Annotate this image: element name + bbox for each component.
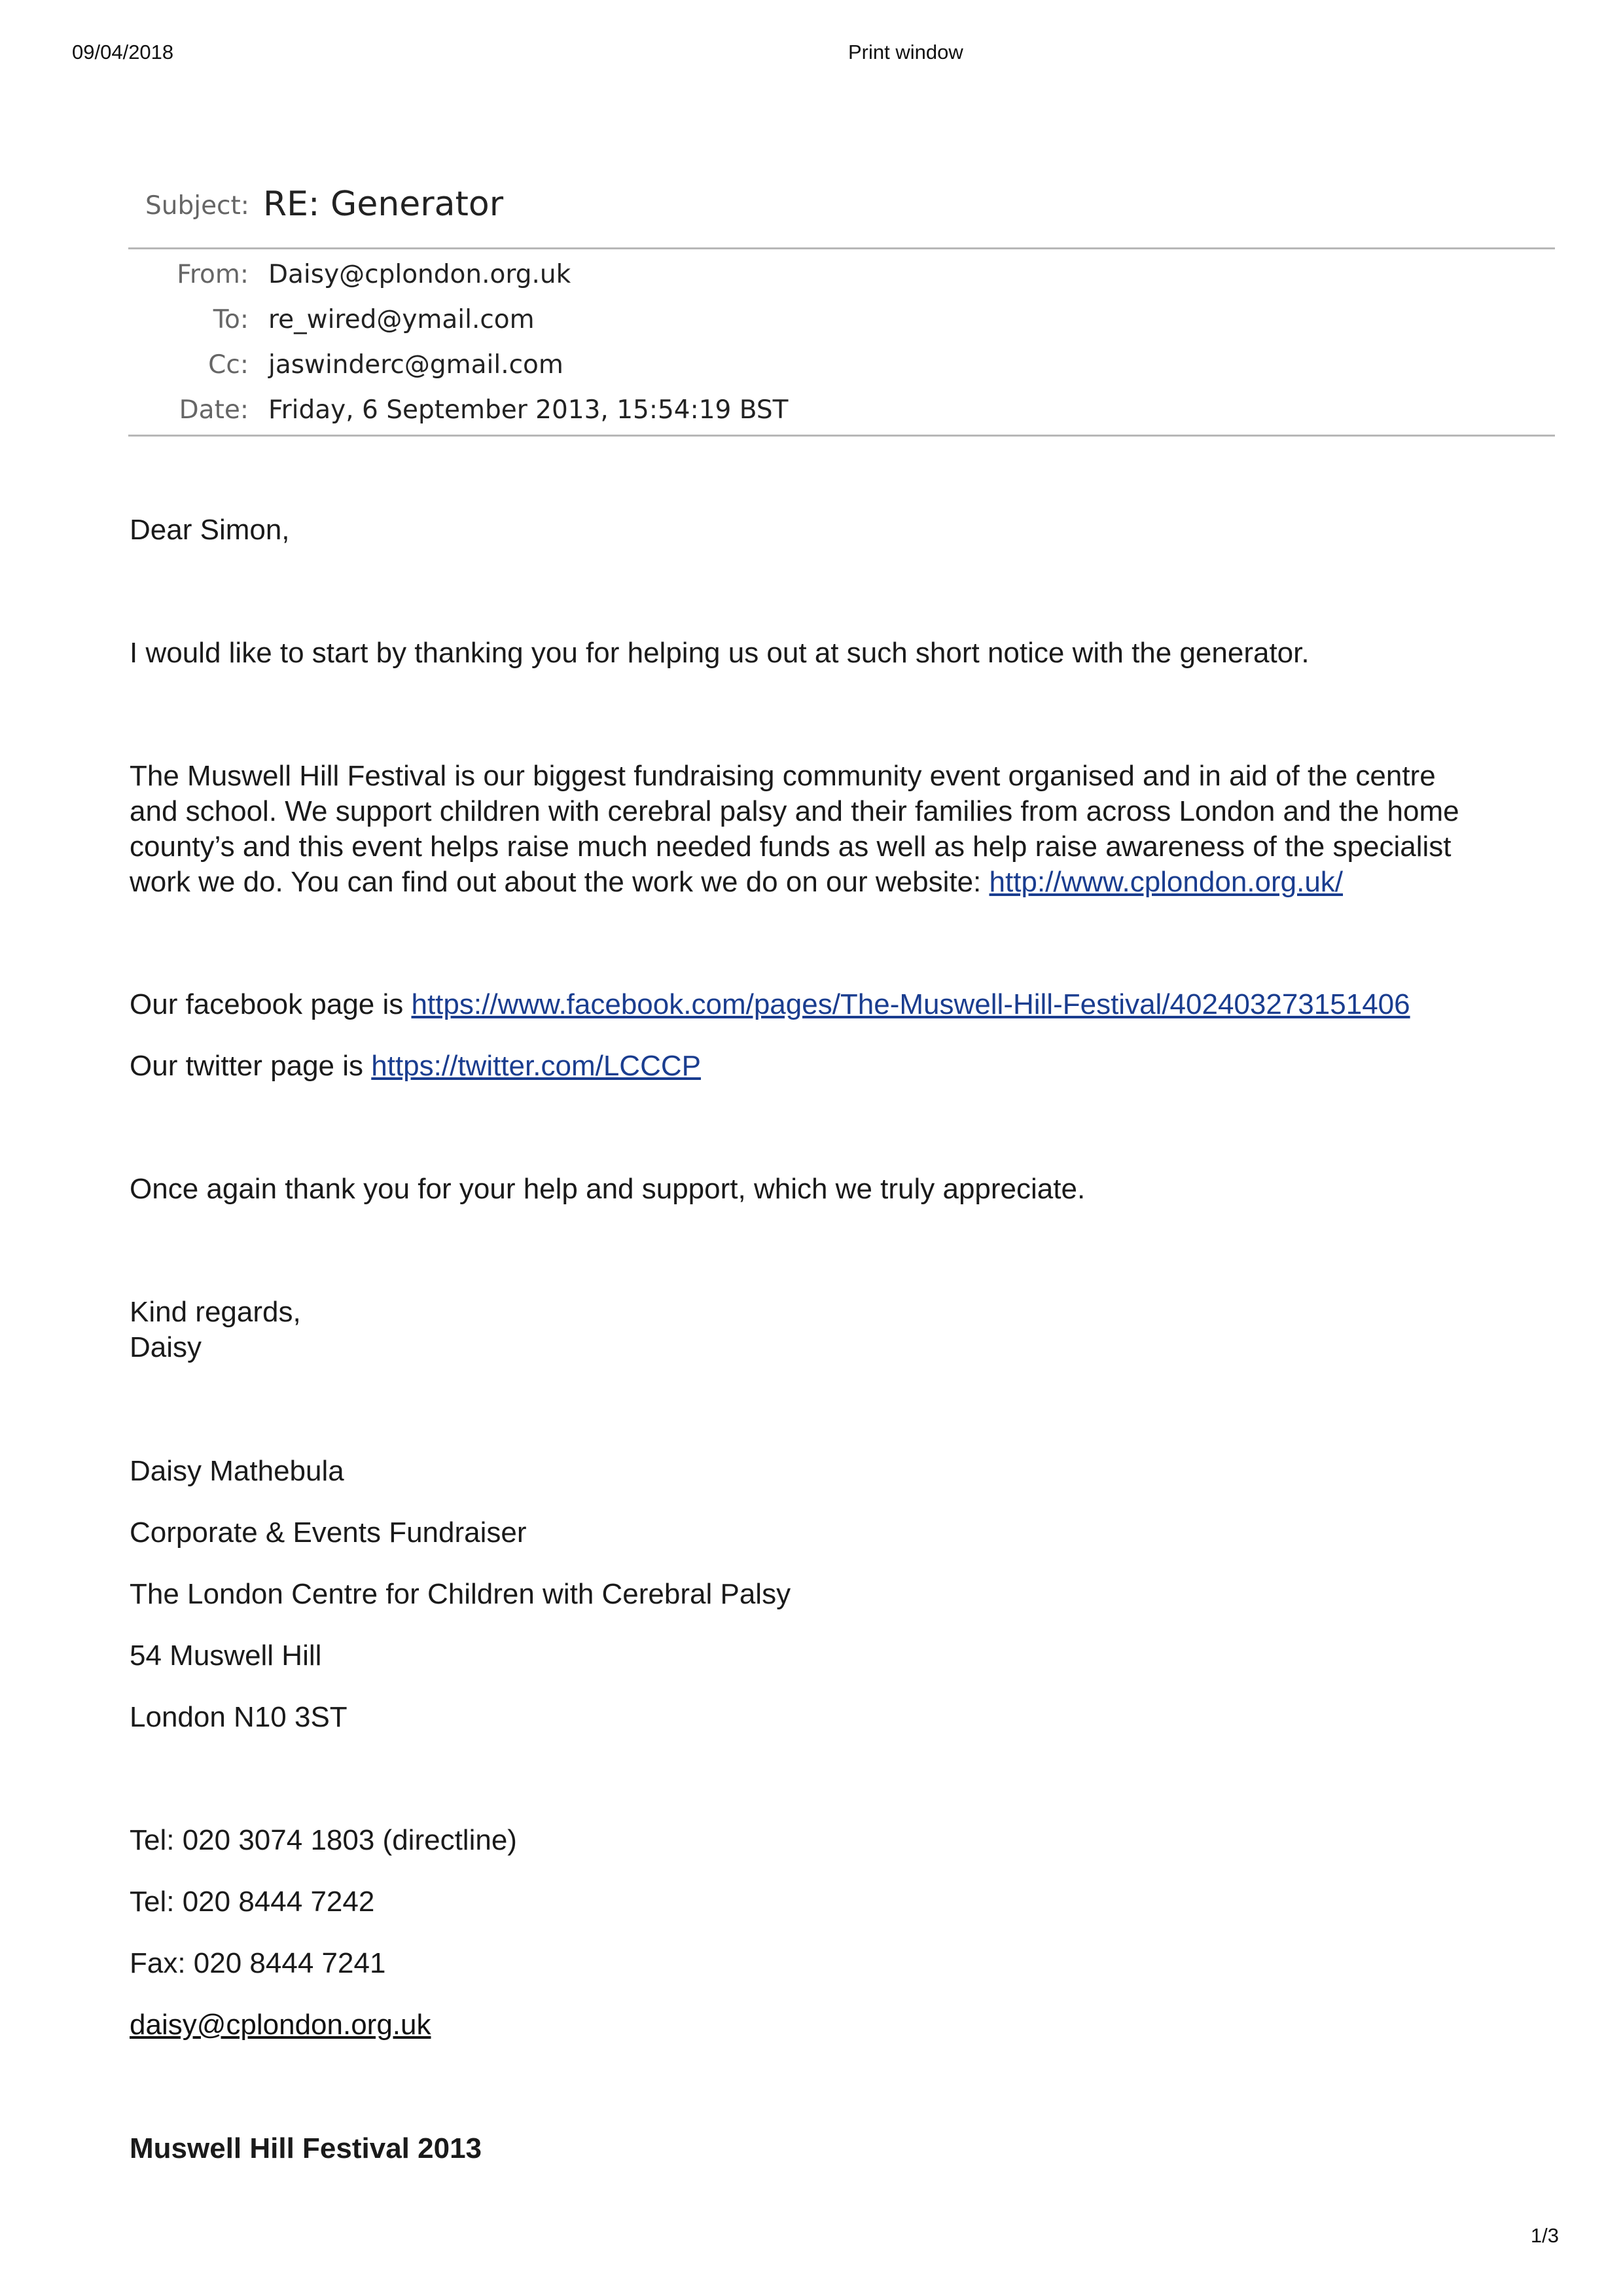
email-meta: [128, 249, 1555, 437]
facebook-link[interactable]: https://www.facebook.com/pages/The-Muswell-Hill-Festival/402403273151406: [411, 988, 1410, 1020]
print-header: [0, 41, 1623, 73]
from-value[interactable]: Daisy@cplondon.org.uk: [268, 260, 571, 289]
date-label: Date:: [179, 395, 249, 425]
sig-org: The London Centre for Children with Cerebral Palsy: [130, 1578, 791, 1610]
para-festival-line1: The Muswell Hill Festival is our biggest fundraising community event organised and in aid of the centre: [130, 760, 1436, 792]
greeting: Dear Simon,: [130, 514, 290, 546]
sig-tel-direct: Tel: 020 3074 1803 (directline): [130, 1824, 517, 1856]
print-title: Print window: [848, 41, 963, 63]
print-date: 09/04/2018: [72, 41, 174, 63]
email-header: [128, 182, 1555, 437]
para-festival-line3: county’s and this event helps raise much needed funds as well as help raise awareness of the specialist: [130, 831, 1452, 863]
para-festival-line4: [130, 865, 1569, 900]
sig-address2: London N10 3ST: [130, 1701, 348, 1733]
from-label: From:: [177, 260, 249, 289]
closing-name: Daisy: [130, 1331, 202, 1363]
from-row: [128, 260, 1555, 299]
to-value[interactable]: re_wired@ymail.com: [268, 305, 535, 334]
to-row: [128, 305, 1555, 344]
subject-label: Subject:: [145, 191, 249, 221]
cc-row: [128, 350, 1555, 389]
cc-label: Cc:: [208, 350, 249, 380]
sig-address1: 54 Muswell Hill: [130, 1640, 322, 1672]
para-thanks-generator: I would like to start by thanking you for helping us out at such short notice with the generator.: [130, 637, 1310, 669]
sign-off: [130, 1295, 1569, 1365]
para-closing-thanks: Once again thank you for your help and support, which we truly appreciate.: [130, 1173, 1086, 1205]
twitter-link[interactable]: https://twitter.com/LCCCP: [371, 1050, 701, 1082]
para-festival: [130, 759, 1569, 900]
twitter-line: [130, 1049, 1569, 1084]
closing: Kind regards,: [130, 1296, 301, 1328]
facebook-text: Our facebook page is: [130, 988, 412, 1020]
to-label: To:: [213, 305, 249, 334]
subject-value: RE: Generator: [263, 185, 504, 224]
website-text: work we do. You can find out about the work we do on our website:: [130, 866, 990, 898]
facebook-line: [130, 987, 1569, 1022]
sig-email-link[interactable]: daisy@cplondon.org.uk: [130, 2009, 431, 2041]
cc-value[interactable]: jaswinderc@gmail.com: [268, 350, 563, 380]
twitter-text: Our twitter page is: [130, 1050, 372, 1082]
sig-tel: Tel: 020 8444 7242: [130, 1886, 375, 1918]
sig-email-line: [130, 2007, 1569, 2043]
sig-event: Muswell Hill Festival 2013: [130, 2132, 482, 2164]
para-festival-line2: and school. We support children with cerebral palsy and their families from across London and the home: [130, 795, 1459, 827]
sig-role: Corporate & Events Fundraiser: [130, 1516, 527, 1549]
page-number: 1/3: [1530, 2224, 1559, 2247]
subject-row: [128, 182, 1555, 249]
website-link[interactable]: http://www.cplondon.org.uk/: [989, 866, 1344, 898]
date-row: [128, 395, 1555, 435]
sig-fax: Fax: 020 8444 7241: [130, 1947, 386, 1979]
sig-name: Daisy Mathebula: [130, 1455, 344, 1487]
date-value: Friday, 6 September 2013, 15:54:19 BST: [268, 395, 789, 425]
